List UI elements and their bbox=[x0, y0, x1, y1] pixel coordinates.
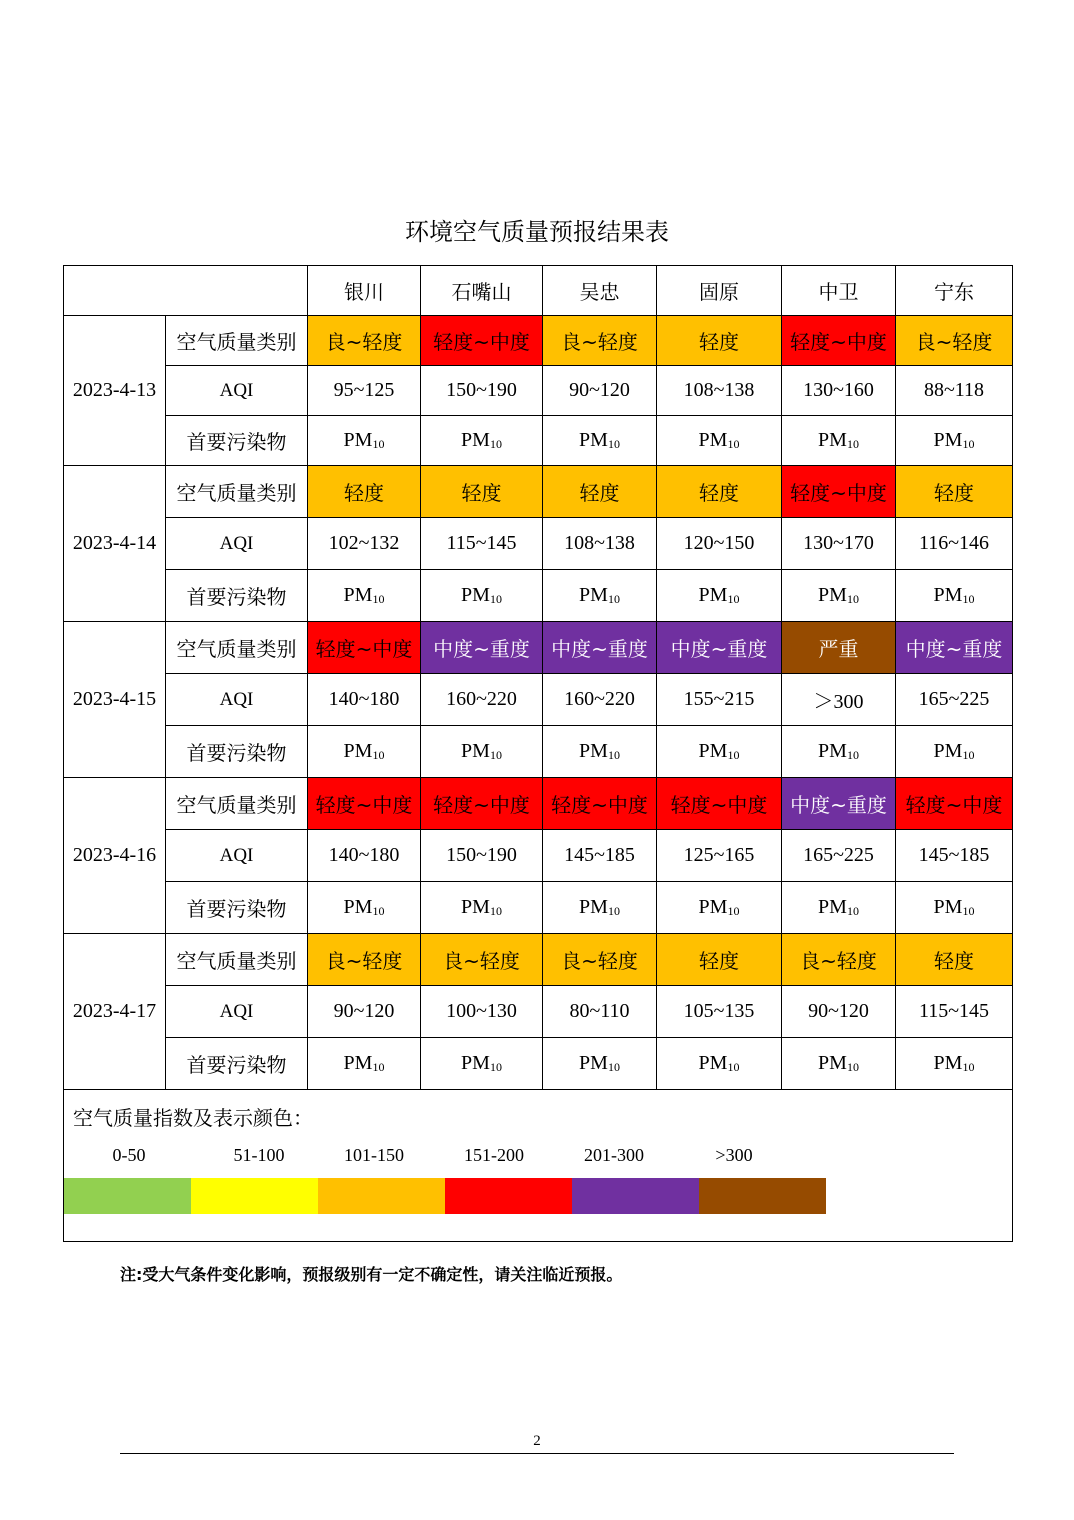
pollutant-name: PM bbox=[579, 1052, 608, 1074]
pollutant-name: PM bbox=[579, 896, 608, 918]
pollutant-cell bbox=[421, 1038, 543, 1090]
legend-title: 空气质量指数及表示颜色： bbox=[73, 1106, 313, 1130]
pollutant-name: PM bbox=[343, 896, 373, 918]
pollutant-subscript: 10 bbox=[489, 748, 502, 762]
city-header: 石嘴山 bbox=[421, 266, 543, 316]
aqi-cell: 90~120 bbox=[308, 986, 421, 1038]
row-label-pollutant: 首要污染物 bbox=[166, 416, 308, 466]
pollutant-name: PM bbox=[579, 584, 608, 606]
pollutant-cell bbox=[657, 416, 782, 466]
aqi-cell: 150~190 bbox=[421, 366, 543, 416]
pollutant-name: PM bbox=[818, 740, 847, 762]
pollutant-cell bbox=[896, 1038, 1013, 1090]
row-label-category: 空气质量类别 bbox=[166, 622, 308, 674]
category-cell: 轻度~中度 bbox=[421, 316, 543, 366]
legend bbox=[64, 1090, 1013, 1242]
legend-row bbox=[64, 1090, 1013, 1242]
pollutant-cell bbox=[896, 416, 1013, 466]
pollutant-subscript: 10 bbox=[607, 437, 620, 451]
pollutant-name: PM bbox=[461, 896, 490, 918]
pollutant-subscript: 10 bbox=[372, 904, 385, 918]
legend-swatch bbox=[191, 1178, 318, 1214]
page-number: 2 bbox=[533, 1433, 541, 1449]
category-row bbox=[64, 934, 1013, 986]
pollutant-cell bbox=[308, 416, 421, 466]
pollutant-name: PM bbox=[698, 896, 728, 918]
category-cell: 轻度 bbox=[657, 466, 782, 518]
category-cell: 中度~重度 bbox=[782, 778, 896, 830]
pollutant-cell bbox=[657, 1038, 782, 1090]
pollutant-subscript: 10 bbox=[607, 904, 620, 918]
pollutant-cell bbox=[308, 882, 421, 934]
pollutant-name: PM bbox=[343, 429, 373, 451]
category-cell: 轻度~中度 bbox=[308, 778, 421, 830]
category-cell: 轻度 bbox=[896, 934, 1013, 986]
pollutant-cell bbox=[543, 570, 657, 622]
pollutant-row bbox=[64, 570, 1013, 622]
aqi-row bbox=[64, 830, 1013, 882]
legend-range-label: 151-200 bbox=[464, 1145, 524, 1165]
category-cell: 轻度~中度 bbox=[657, 778, 782, 830]
date-cell: 2023-4-15 bbox=[64, 622, 166, 778]
pollutant-cell bbox=[782, 1038, 896, 1090]
pollutant-subscript: 10 bbox=[372, 592, 385, 606]
pollutant-cell bbox=[657, 726, 782, 778]
row-label-aqi: AQI bbox=[166, 518, 308, 570]
pollutant-subscript: 10 bbox=[607, 1060, 620, 1074]
pollutant-row bbox=[64, 882, 1013, 934]
pollutant-subscript: 10 bbox=[727, 748, 740, 762]
category-row bbox=[64, 778, 1013, 830]
pollutant-name: PM bbox=[343, 740, 373, 762]
aqi-row bbox=[64, 518, 1013, 570]
date-cell: 2023-4-13 bbox=[64, 316, 166, 466]
pollutant-cell bbox=[543, 726, 657, 778]
legend-range-label: >300 bbox=[715, 1145, 753, 1165]
aqi-cell: 115~145 bbox=[421, 518, 543, 570]
city-header: 银川 bbox=[308, 266, 421, 316]
pollutant-cell bbox=[782, 726, 896, 778]
city-header: 宁东 bbox=[896, 266, 1013, 316]
pollutant-name: PM bbox=[461, 740, 490, 762]
pollutant-name: PM bbox=[818, 1052, 847, 1074]
category-cell: 轻度~中度 bbox=[421, 778, 543, 830]
row-label-category: 空气质量类别 bbox=[166, 316, 308, 366]
row-label-category: 空气质量类别 bbox=[166, 778, 308, 830]
category-cell: 中度~重度 bbox=[543, 622, 657, 674]
pollutant-subscript: 10 bbox=[962, 437, 975, 451]
aqi-cell: 140~180 bbox=[308, 674, 421, 726]
pollutant-cell bbox=[543, 1038, 657, 1090]
category-cell: 良~轻度 bbox=[543, 934, 657, 986]
pollutant-name: PM bbox=[818, 896, 847, 918]
aqi-cell: 160~220 bbox=[543, 674, 657, 726]
aqi-row bbox=[64, 986, 1013, 1038]
legend-swatch bbox=[318, 1178, 445, 1214]
aqi-cell: 145~185 bbox=[896, 830, 1013, 882]
pollutant-cell bbox=[308, 570, 421, 622]
pollutant-name: PM bbox=[698, 1052, 728, 1074]
pollutant-cell bbox=[308, 1038, 421, 1090]
aqi-cell: 108~138 bbox=[657, 366, 782, 416]
row-label-aqi: AQI bbox=[166, 830, 308, 882]
pollutant-cell bbox=[308, 726, 421, 778]
pollutant-subscript: 10 bbox=[607, 592, 620, 606]
pollutant-subscript: 10 bbox=[727, 592, 740, 606]
pollutant-subscript: 10 bbox=[846, 1060, 859, 1074]
pollutant-cell bbox=[421, 882, 543, 934]
legend-swatch bbox=[64, 1178, 191, 1214]
pollutant-subscript: 10 bbox=[489, 437, 502, 451]
date-cell: 2023-4-16 bbox=[64, 778, 166, 934]
pollutant-name: PM bbox=[933, 896, 963, 918]
row-label-pollutant: 首要污染物 bbox=[166, 726, 308, 778]
pollutant-row bbox=[64, 726, 1013, 778]
row-label-pollutant: 首要污染物 bbox=[166, 1038, 308, 1090]
aqi-cell: 150~190 bbox=[421, 830, 543, 882]
aqi-cell: 165~225 bbox=[896, 674, 1013, 726]
pollutant-name: PM bbox=[698, 584, 728, 606]
row-label-category: 空气质量类别 bbox=[166, 934, 308, 986]
category-cell: 良~轻度 bbox=[782, 934, 896, 986]
category-cell: 轻度~中度 bbox=[782, 466, 896, 518]
pollutant-cell bbox=[421, 416, 543, 466]
category-cell: 轻度~中度 bbox=[782, 316, 896, 366]
pollutant-cell bbox=[782, 570, 896, 622]
aqi-cell: 165~225 bbox=[782, 830, 896, 882]
pollutant-name: PM bbox=[818, 584, 847, 606]
pollutant-name: PM bbox=[933, 429, 963, 451]
category-row bbox=[64, 622, 1013, 674]
pollutant-subscript: 10 bbox=[846, 904, 859, 918]
pollutant-subscript: 10 bbox=[727, 1060, 740, 1074]
corner-cell bbox=[64, 266, 308, 316]
pollutant-row bbox=[64, 416, 1013, 466]
category-cell: 轻度 bbox=[657, 934, 782, 986]
pollutant-name: PM bbox=[933, 740, 963, 762]
aqi-cell: 160~220 bbox=[421, 674, 543, 726]
aqi-cell: 115~145 bbox=[896, 986, 1013, 1038]
pollutant-cell bbox=[782, 882, 896, 934]
date-cell: 2023-4-17 bbox=[64, 934, 166, 1090]
legend-range-label: 0-50 bbox=[112, 1145, 146, 1165]
aqi-cell: 105~135 bbox=[657, 986, 782, 1038]
row-label-category: 空气质量类别 bbox=[166, 466, 308, 518]
legend-swatch bbox=[699, 1178, 826, 1214]
row-label-aqi: AQI bbox=[166, 366, 308, 416]
aqi-cell: 100~130 bbox=[421, 986, 543, 1038]
header-row bbox=[64, 266, 1013, 316]
aqi-cell: 88~118 bbox=[896, 366, 1013, 416]
aqi-cell: 95~125 bbox=[308, 366, 421, 416]
aqi-cell: 90~120 bbox=[782, 986, 896, 1038]
pollutant-subscript: 10 bbox=[372, 748, 385, 762]
pollutant-name: PM bbox=[579, 740, 608, 762]
pollutant-name: PM bbox=[461, 584, 490, 606]
city-header: 中卫 bbox=[782, 266, 896, 316]
row-label-pollutant: 首要污染物 bbox=[166, 882, 308, 934]
category-cell: 轻度 bbox=[421, 466, 543, 518]
pollutant-cell bbox=[543, 882, 657, 934]
pollutant-row bbox=[64, 1038, 1013, 1090]
category-cell: 中度~重度 bbox=[896, 622, 1013, 674]
pollutant-subscript: 10 bbox=[962, 1060, 975, 1074]
category-cell: 中度~重度 bbox=[421, 622, 543, 674]
pollutant-cell bbox=[421, 570, 543, 622]
legend-range-label: 201-300 bbox=[584, 1145, 644, 1165]
pollutant-name: PM bbox=[698, 740, 728, 762]
pollutant-cell bbox=[657, 882, 782, 934]
aqi-cell: 140~180 bbox=[308, 830, 421, 882]
pollutant-cell bbox=[543, 416, 657, 466]
aqi-cell: 108~138 bbox=[543, 518, 657, 570]
aqi-row bbox=[64, 674, 1013, 726]
pollutant-subscript: 10 bbox=[372, 1060, 385, 1074]
aqi-cell: 116~146 bbox=[896, 518, 1013, 570]
pollutant-name: PM bbox=[579, 429, 608, 451]
pollutant-subscript: 10 bbox=[489, 592, 502, 606]
aqi-cell: 130~170 bbox=[782, 518, 896, 570]
aqi-cell: 145~185 bbox=[543, 830, 657, 882]
category-cell: 轻度~中度 bbox=[308, 622, 421, 674]
category-cell: 轻度~中度 bbox=[543, 778, 657, 830]
pollutant-subscript: 10 bbox=[962, 592, 975, 606]
page-title: 环境空气质量预报结果表 bbox=[405, 218, 669, 246]
legend-swatch bbox=[572, 1178, 699, 1214]
row-label-pollutant: 首要污染物 bbox=[166, 570, 308, 622]
category-cell: 良~轻度 bbox=[308, 934, 421, 986]
pollutant-cell bbox=[421, 726, 543, 778]
category-cell: 良~轻度 bbox=[308, 316, 421, 366]
pollutant-cell bbox=[782, 416, 896, 466]
city-header: 吴忠 bbox=[543, 266, 657, 316]
pollutant-subscript: 10 bbox=[372, 437, 385, 451]
pollutant-name: PM bbox=[343, 1052, 373, 1074]
pollutant-cell bbox=[896, 570, 1013, 622]
legend-swatch bbox=[445, 1178, 572, 1214]
pollutant-subscript: 10 bbox=[727, 437, 740, 451]
category-cell: 轻度 bbox=[657, 316, 782, 366]
city-header: 固原 bbox=[657, 266, 782, 316]
pollutant-subscript: 10 bbox=[846, 437, 859, 451]
pollutant-subscript: 10 bbox=[727, 904, 740, 918]
pollutant-subscript: 10 bbox=[962, 748, 975, 762]
category-cell: 轻度 bbox=[308, 466, 421, 518]
pollutant-name: PM bbox=[933, 1052, 963, 1074]
date-cell: 2023-4-14 bbox=[64, 466, 166, 622]
aqi-cell: 155~215 bbox=[657, 674, 782, 726]
footnote: 注:受大气条件变化影响，预报级别有一定不确定性，请关注临近预报。 bbox=[120, 1265, 623, 1284]
aqi-cell: 80~110 bbox=[543, 986, 657, 1038]
pollutant-subscript: 10 bbox=[846, 748, 859, 762]
category-row bbox=[64, 316, 1013, 366]
pollutant-name: PM bbox=[461, 1052, 490, 1074]
pollutant-subscript: 10 bbox=[607, 748, 620, 762]
category-cell: 良~轻度 bbox=[543, 316, 657, 366]
category-cell: 良~轻度 bbox=[896, 316, 1013, 366]
legend-range-label: 51-100 bbox=[233, 1145, 285, 1165]
aqi-cell: 130~160 bbox=[782, 366, 896, 416]
aqi-cell: 120~150 bbox=[657, 518, 782, 570]
category-cell: 严重 bbox=[782, 622, 896, 674]
legend-range-label: 101-150 bbox=[344, 1145, 404, 1165]
pollutant-subscript: 10 bbox=[962, 904, 975, 918]
pollutant-subscript: 10 bbox=[489, 904, 502, 918]
category-cell: 轻度 bbox=[896, 466, 1013, 518]
pollutant-cell bbox=[657, 570, 782, 622]
pollutant-name: PM bbox=[461, 429, 490, 451]
pollutant-subscript: 10 bbox=[489, 1060, 502, 1074]
pollutant-subscript: 10 bbox=[846, 592, 859, 606]
aqi-cell: 102~132 bbox=[308, 518, 421, 570]
row-label-aqi: AQI bbox=[166, 674, 308, 726]
aqi-cell: 90~120 bbox=[543, 366, 657, 416]
category-cell: 轻度 bbox=[543, 466, 657, 518]
pollutant-cell bbox=[896, 726, 1013, 778]
row-label-aqi: AQI bbox=[166, 986, 308, 1038]
pollutant-name: PM bbox=[698, 429, 728, 451]
footer-divider bbox=[120, 1453, 954, 1454]
pollutant-name: PM bbox=[933, 584, 963, 606]
category-cell: 良~轻度 bbox=[421, 934, 543, 986]
aqi-cell: 125~165 bbox=[657, 830, 782, 882]
category-cell: 轻度~中度 bbox=[896, 778, 1013, 830]
pollutant-name: PM bbox=[818, 429, 847, 451]
aqi-cell: ＞300 bbox=[782, 674, 896, 726]
category-row bbox=[64, 466, 1013, 518]
aqi-row bbox=[64, 366, 1013, 416]
category-cell: 中度~重度 bbox=[657, 622, 782, 674]
pollutant-name: PM bbox=[343, 584, 373, 606]
forecast-table bbox=[63, 265, 1013, 1242]
pollutant-cell bbox=[896, 882, 1013, 934]
